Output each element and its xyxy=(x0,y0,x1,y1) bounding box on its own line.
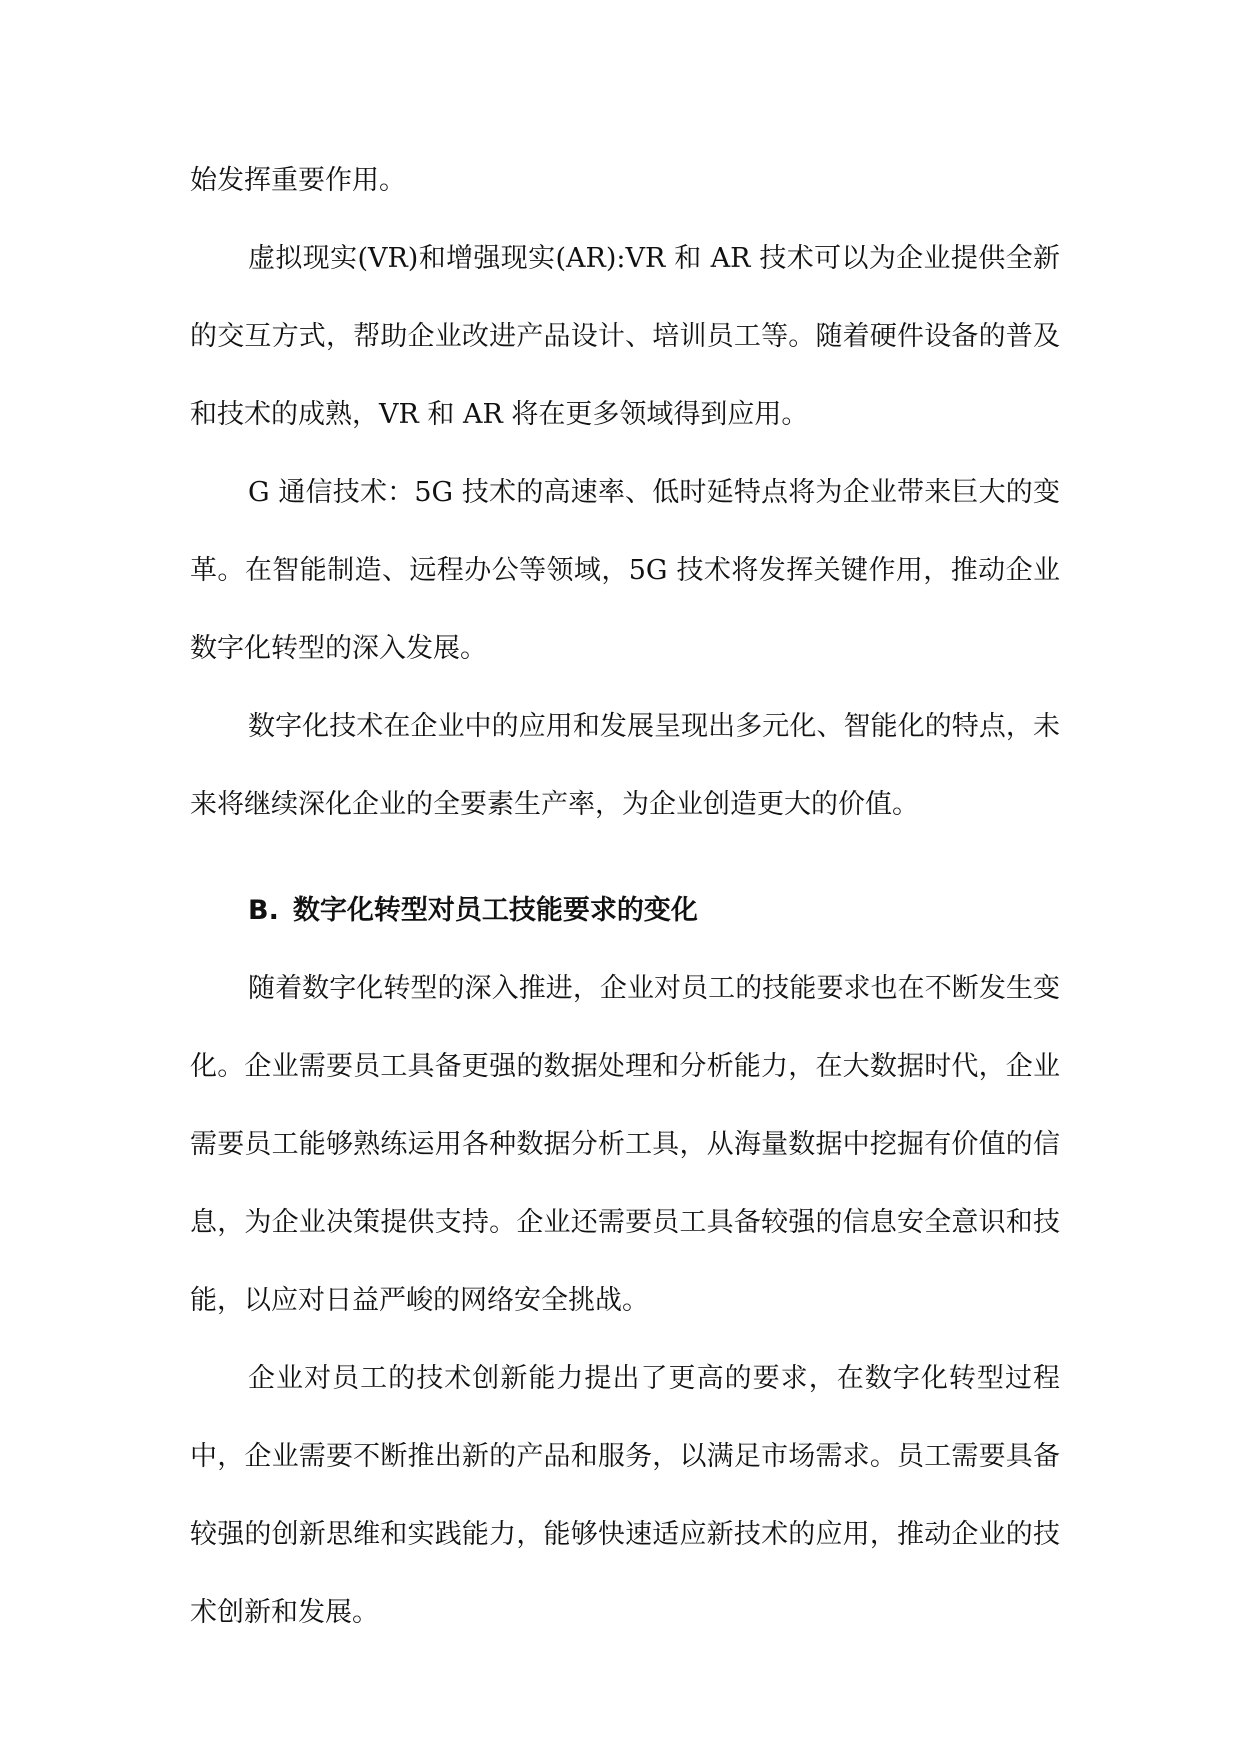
document-body xyxy=(190,142,1060,1652)
paragraph-innovation: 企业对员工的技术创新能力提出了更高的要求，在数字化转型过程中，企业需要不断推出新的产品和服务，以满足市场需求。员工需要具备较强的创新思维和实践能力，能够快速适应新技术的应用，推动企业的技术创新和发展。 xyxy=(190,1363,1060,1628)
section-heading-letter: B. xyxy=(248,895,279,926)
section-heading xyxy=(190,872,1060,950)
section-heading-title: 数字化转型对员工技能要求的变化 xyxy=(292,895,698,926)
paragraph-vr-ar: 虚拟现实(VR)和增强现实(AR):VR 和 AR 技术可以为企业提供全新的交互方式，帮助企业改进产品设计、培训员工等。随着硬件设备的普及和技术的成熟，VR 和 AR 将在更多领域得到应用。 xyxy=(190,243,1060,430)
paragraph-skill-requirements: 随着数字化转型的深入推进，企业对员工的技能要求也在不断发生变化。企业需要员工具备更强的数据处理和分析能力，在大数据时代，企业需要员工能够熟练运用各种数据分析工具，从海量数据中挖掘有价值的信息，为企业决策提供支持。企业还需要员工具备较强的信息安全意识和技能，以应对日益严峻的网络安全挑战。 xyxy=(190,973,1060,1316)
paragraph-5g: G 通信技术：5G 技术的高速率、低时延特点将为企业带来巨大的变革。在智能制造、远程办公等领域，5G 技术将发挥关键作用，推动企业数字化转型的深入发展。 xyxy=(190,477,1060,664)
paragraph-continuation: 始发挥重要作用。 xyxy=(190,165,406,196)
paragraph-summary: 数字化技术在企业中的应用和发展呈现出多元化、智能化的特点，未来将继续深化企业的全要素生产率，为企业创造更大的价值。 xyxy=(190,711,1060,820)
